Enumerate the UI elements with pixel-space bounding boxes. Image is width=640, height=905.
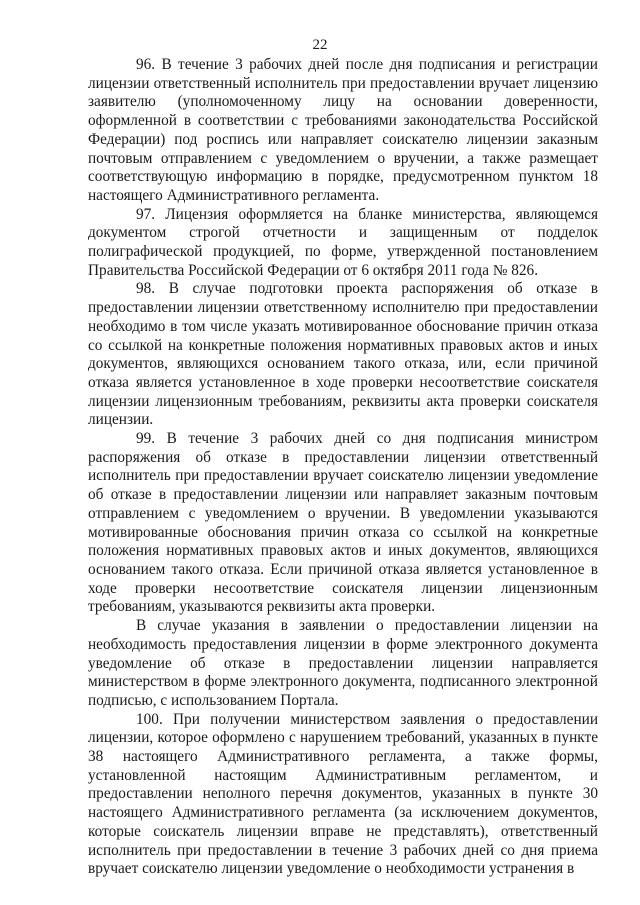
paragraph-97: 97. Лицензия оформляется на бланке министерства, являющемся документом строгой отчетности и защищенным от подделок полиграфической продукцией, по форме, утвержденной постановлением Правительства Российской Федерации от 6 октября 2011 года № 826. [88,205,598,279]
paragraph-99-electronic-notice: В случае указания в заявлении о предоставлении лицензии на необходимость предоставления лицензии в форме электронного документа уведомление об отказе в предоставлении лицензии направляется министерством в форме электронного документа, подписанного электронной подписью, с использованием Портала. [88,617,598,709]
paragraph-100: 100. При получении министерством заявления о предоставлении лицензии, которое оформлено с нарушением требований, указанных в пункте 38 настоящего Административного регламента, а также формы, установленной настоящим Административным регламентом, и предоставлении неполного перечня документов, указанных в пункте 30 настоящего Административного регламента (за исключением документов, которые соискатель лицензии вправе не представлять), ответственный исполнитель при предоставлении в течение 3 рабочих дней со дня приема вручает соискателю лицензии уведомление о необходимости устранения в [88,710,598,878]
page-number: 22 [312,37,328,53]
paragraph-98: 98. В случае подготовки проекта распоряжения об отказе в предоставлении лицензии ответственному исполнителю при предоставлении необходимо в том числе указать мотивированное обоснование причин отказа со ссылкой на конкретные положения нормативных правовых актов и иных документов, являющихся основанием такого отказа, или, если причиной отказа является установленное в ходе проверки несоответствие соискателя лицензии лицензионным требованиям, реквизиты акта проверки соискателя лицензии. [88,280,598,429]
document-body [88,56,598,879]
paragraph-96: 96. В течение 3 рабочих дней после дня подписания и регистрации лицензии ответственный исполнитель при предоставлении вручает лицензию заявителю (уполномоченному лицу на основании доверенности, оформленной в соответствии с требованиями законодательства Российской Федерации) под роспись или направляет соискателю лицензии заказным почтовым отправлением с уведомлением о вручении, а также размещает соответствующую информацию в порядке, предусмотренном пунктом 18 настоящего Административного регламента. [88,56,598,204]
paragraph-99: 99. В течение 3 рабочих дней со дня подписания министром распоряжения об отказе в предоставлении лицензии ответственный исполнитель при предоставлении вручает соискателю лицензии уведомление об отказе в предоставлении лицензии или направляет заказным почтовым отправлением с уведомлением о вручении. В уведомлении указываются мотивированные обоснования причин отказа со ссылкой на конкретные положения нормативных правовых актов и иных документов, являющихся основанием такого отказа. Если причиной отказа является установленное в ходе проверки несоответствие соискателя лицензии лицензионным требованиям, указываются реквизиты акта проверки. [88,430,598,616]
